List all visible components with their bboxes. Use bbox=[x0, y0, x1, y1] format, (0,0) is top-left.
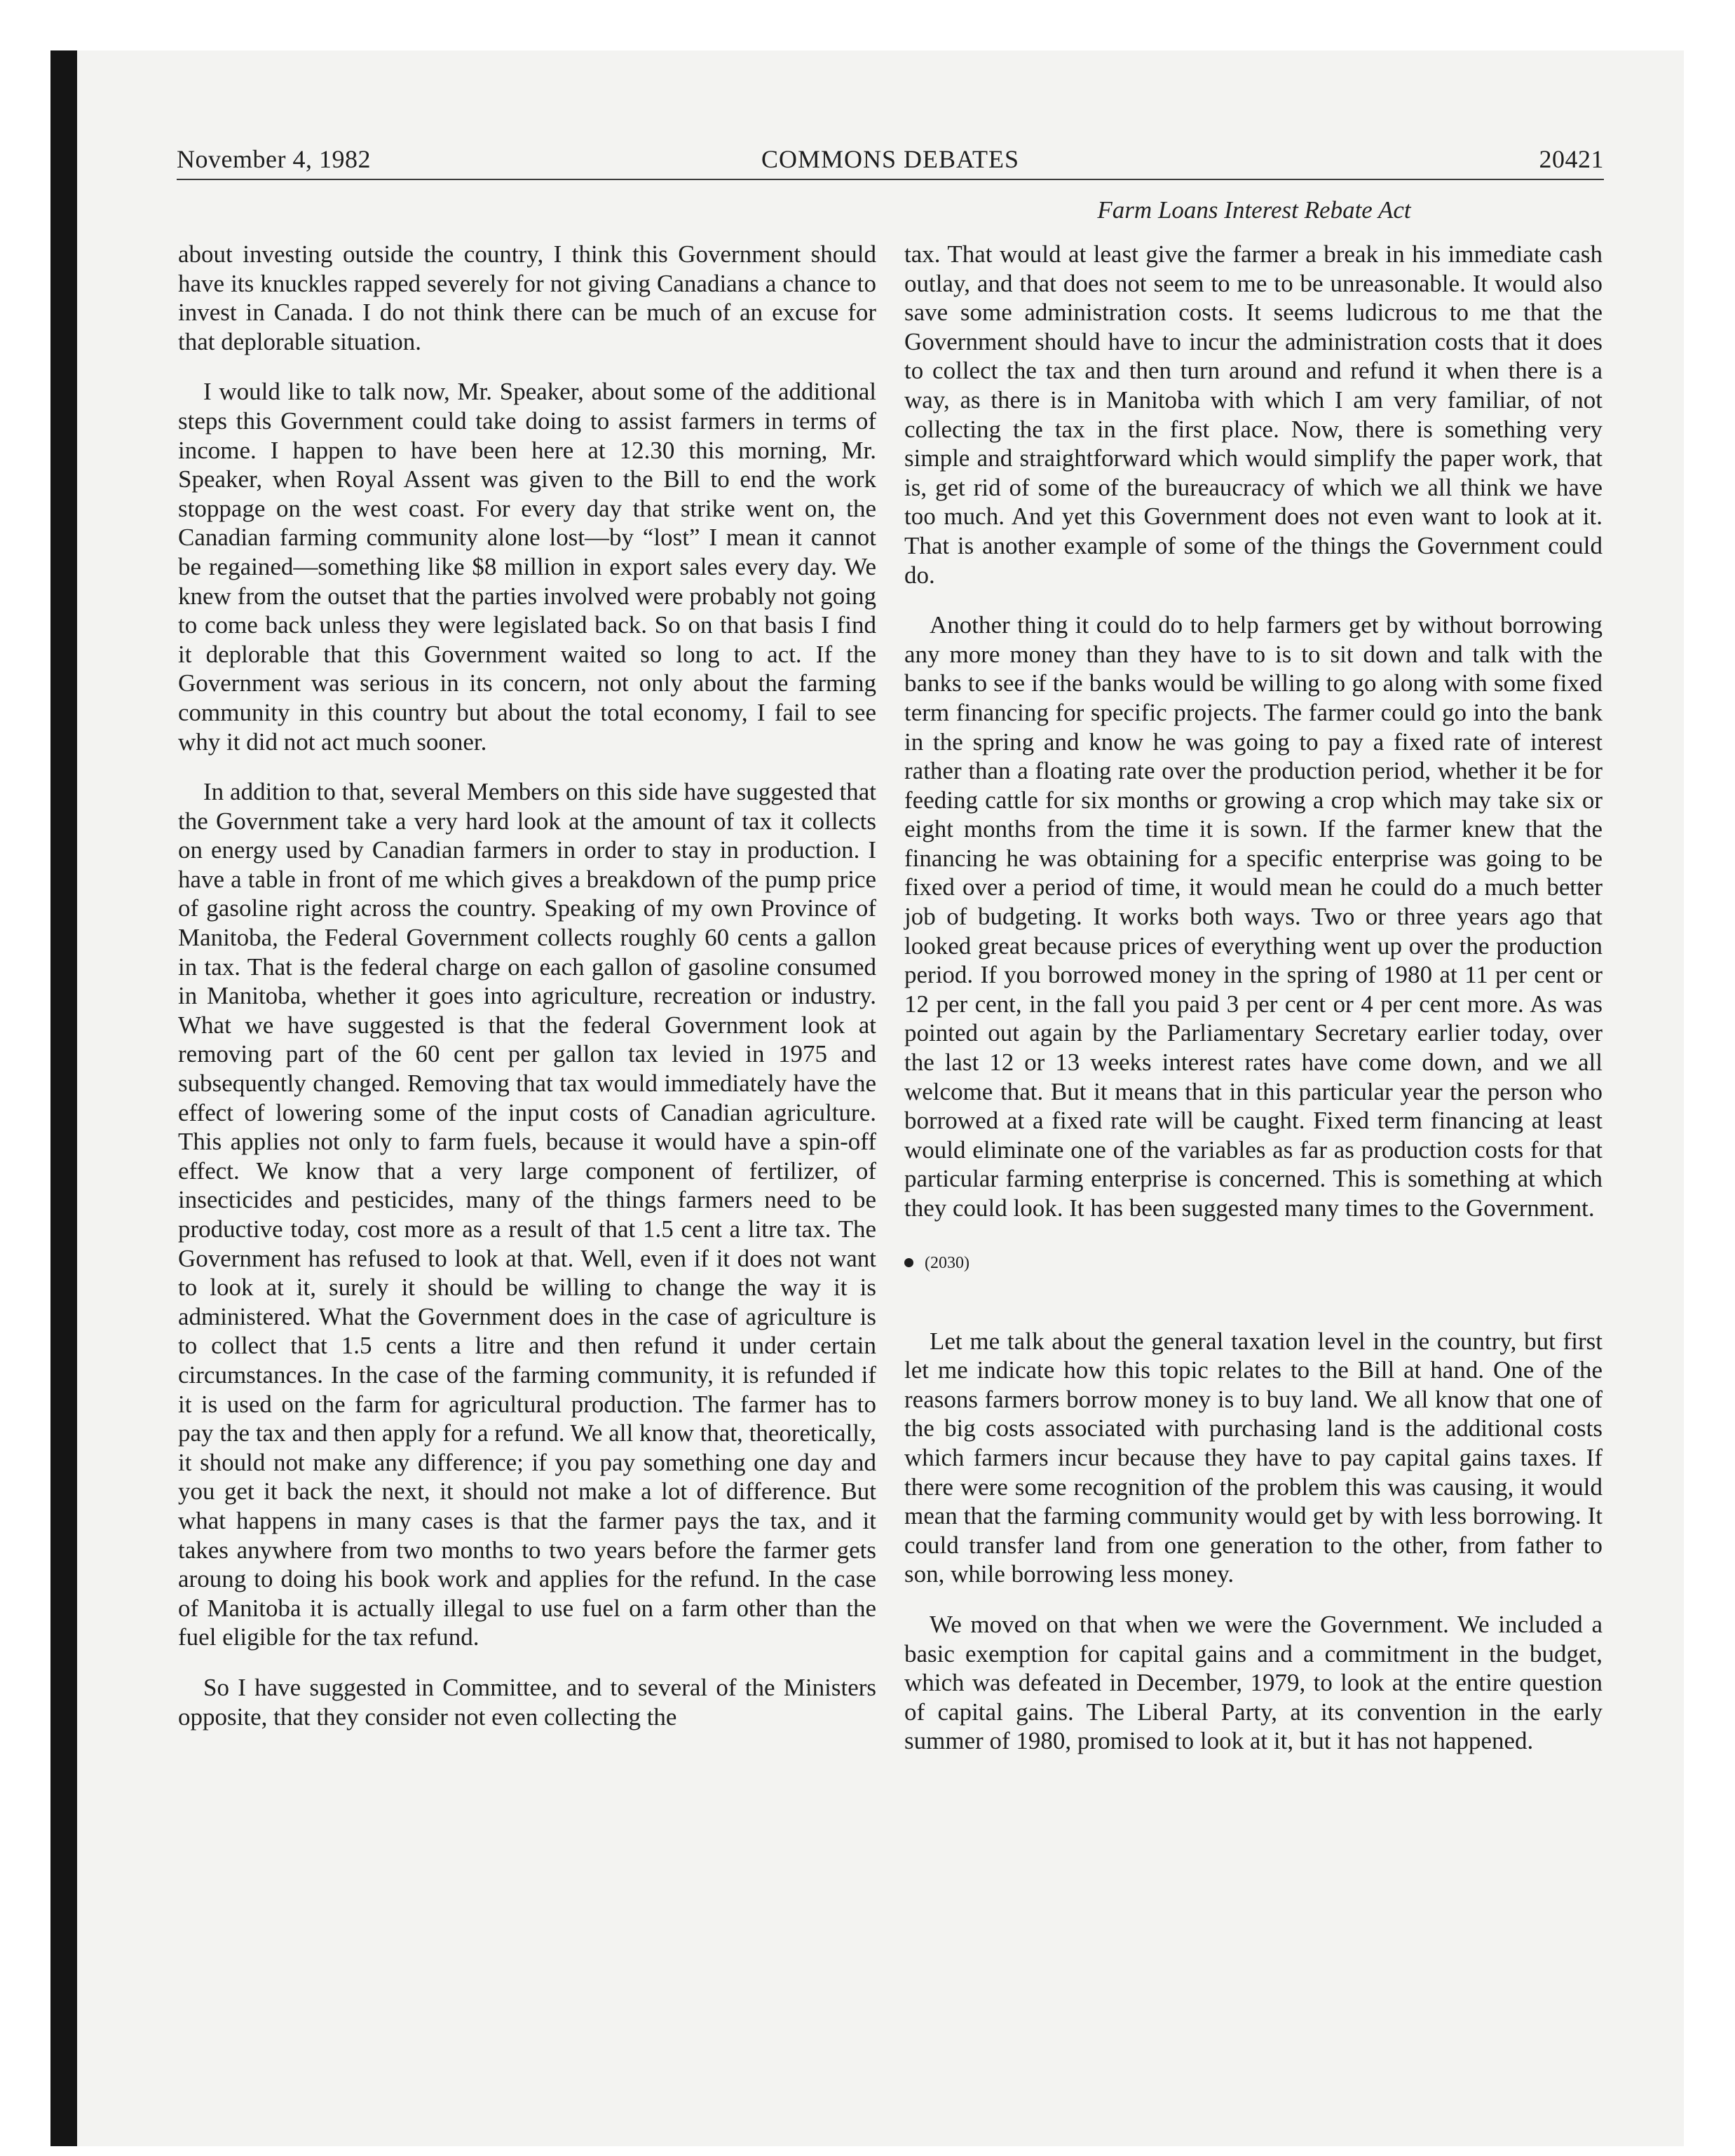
paragraph: Let me talk about the general taxation level in the country, but first let me indicate how this topic relates to the Bill at hand. One of the reasons farmers borrow money is to buy land. We all know that one of the big costs associated with purchasing land is the additional costs which farmers incur because they have to pay capital gains taxes. If there were some recognition of the problem this was causing, it would mean that the farming community would get by with less borrowing. It could transfer land from one generation to the other, from father to son, while borrowing less money. bbox=[904, 1327, 1603, 1588]
paragraph: In addition to that, several Members on this side have suggested that the Government take a very hard look at the amount of tax it collects on energy used by Canadian farmers in order to stay in production. I have a table in front of me which gives a breakdown of the pump price of gasoline right across the country. Speaking of my own Province of Manitoba, the Federal Government collects roughly 60 cents a gallon in tax. That is the federal charge on each gallon of gasoline consumed in Manitoba, whether it goes into agriculture, recreation or industry. What we have suggested is that the federal Government look at removing part of the 60 cent per gallon tax levied in 1975 and subsequently changed. Removing that tax would immediately have the effect of lowering some of the input costs of Canadian agriculture. This applies not only to farm fuels, because it would have a spin-off effect. We know that a very large component of fertilizer, of insecticides and pesticides, many of the things farmers need to be productive today, cost more as a result of that 1.5 cent a litre tax. The Government has refused to look at that. Well, even if it does not want to look at it, surely it should be willing to change the way it is administered. What the Government does in the case of agriculture is to collect that 1.5 cents a litre and then refund it under certain circumstances. In the case of the farming community, it is refunded if it is used on the farm for agricultural production. The farmer has to pay the tax and then apply for a refund. We all know that, theoretically, it should not make any difference; if you pay something one day and you get it back the next, it should not make a lot of difference. But what happens in many cases is that the farmer pays the tax, and it takes anywhere from two months to two years before the farmer gets aroung to doing his book work and applies for the refund. In the case of Manitoba it is actually illegal to use fuel on a farm other than the fuel eligible for the tax refund. bbox=[178, 778, 876, 1651]
header-rule bbox=[177, 179, 1604, 180]
time-marker-label: (2030) bbox=[925, 1253, 969, 1272]
running-header bbox=[177, 144, 1604, 181]
paragraph: We moved on that when we were the Government. We included a basic exemption for capital gains and a commitment in the budget, which was defeated in December, 1979, to look at the entire question of capital gains. The Liberal Party, at its convention in the early summer of 1980, promised to look at it, but it has not happened. bbox=[904, 1610, 1603, 1755]
header-publication-title: COMMONS DEBATES bbox=[761, 145, 1020, 173]
bullet-icon bbox=[904, 1258, 913, 1267]
paragraph: about investing outside the country, I think this Government should have its knuckles rapped severely for not giving Canadians a chance to invest in Canada. I do not think there can be much of an excuse for that deplorable situation. bbox=[178, 240, 876, 355]
paragraph: So I have suggested in Committee, and to several of the Ministers opposite, that they consider not even collecting the bbox=[178, 1673, 876, 1731]
paragraph: tax. That would at least give the farmer a break in his immediate cash outlay, and that does not seem to me to be unreasonable. It would also save some administration costs. It seems ludicrous to me that the Government should have to incur the administration costs that it does to collect the tax and then turn around and refund it when there is a way, as there is in Manitoba with which I am very familiar, of not collecting the tax in the first place. Now, there is something very simple and straightforward which would simplify the paper work, that is, get rid of some of the bureaucracy of which we all think we have too much. And yet this Government does not even want to look at it. That is another example of some of the things the Government could do. bbox=[904, 240, 1603, 589]
left-column bbox=[178, 240, 876, 1752]
header-date: November 4, 1982 bbox=[177, 145, 371, 173]
right-column bbox=[904, 240, 1603, 1777]
paragraph: I would like to talk now, Mr. Speaker, about some of the additional steps this Government could take doing to assist farmers in terms of income. I happen to have been here at 12.30 this morning, Mr. Speaker, when Royal Assent was given to the Bill to end the work stoppage on the west coast. For every day that strike went on, the Canadian farming community alone lost—by “lost” I mean it cannot be regained—something like $8 million in export sales every day. We knew from the outset that the parties involved were probably not going to come back unless they were legislated back. So on that basis I find it deplorable that this Government waited so long to act. If the Government was serious in its concern, not only about the farming community in this country but about the total economy, I fail to see why it did not act much sooner. bbox=[178, 378, 876, 756]
time-marker bbox=[904, 1253, 1603, 1274]
paragraph: Another thing it could do to help farmers get by without borrowing any more money than they have to is to sit down and talk with the banks to see if the banks would be willing to go along with some fixed term financing for specific projects. The farmer could go into the bank in the spring and know he was going to pay a fixed rate of interest rather than a floating rate over the production period, whether it be for feeding cattle for six months or growing a crop which may take six or eight months from the time it is sown. If the farmer knew that the financing he was obtaining for a specific enterprise was going to be fixed over a period of time, it would mean he could do a much better job of budgeting. It works both ways. Two or three years ago that looked great because prices of everything went up over the production period. If you borrowed money in the spring of 1980 at 11 per cent or 12 per cent, in the fall you paid 3 per cent or 4 per cent more. As was pointed out again by the Parliamentary Secretary earlier today, over the last 12 or 13 weeks interest rates have come down, and we all welcome that. But it means that in this particular year the person who borrowed at a fixed rate will be caught. Fixed term financing at least would eliminate one of the variables as far as production costs for that particular farming enterprise is concerned. This is something at which they could look. It has been suggested many times to the Government. bbox=[904, 611, 1603, 1222]
scan-binding-edge bbox=[50, 50, 77, 2146]
section-title: Farm Loans Interest Rebate Act bbox=[1097, 196, 1411, 224]
header-page-number: 20421 bbox=[1539, 145, 1604, 173]
